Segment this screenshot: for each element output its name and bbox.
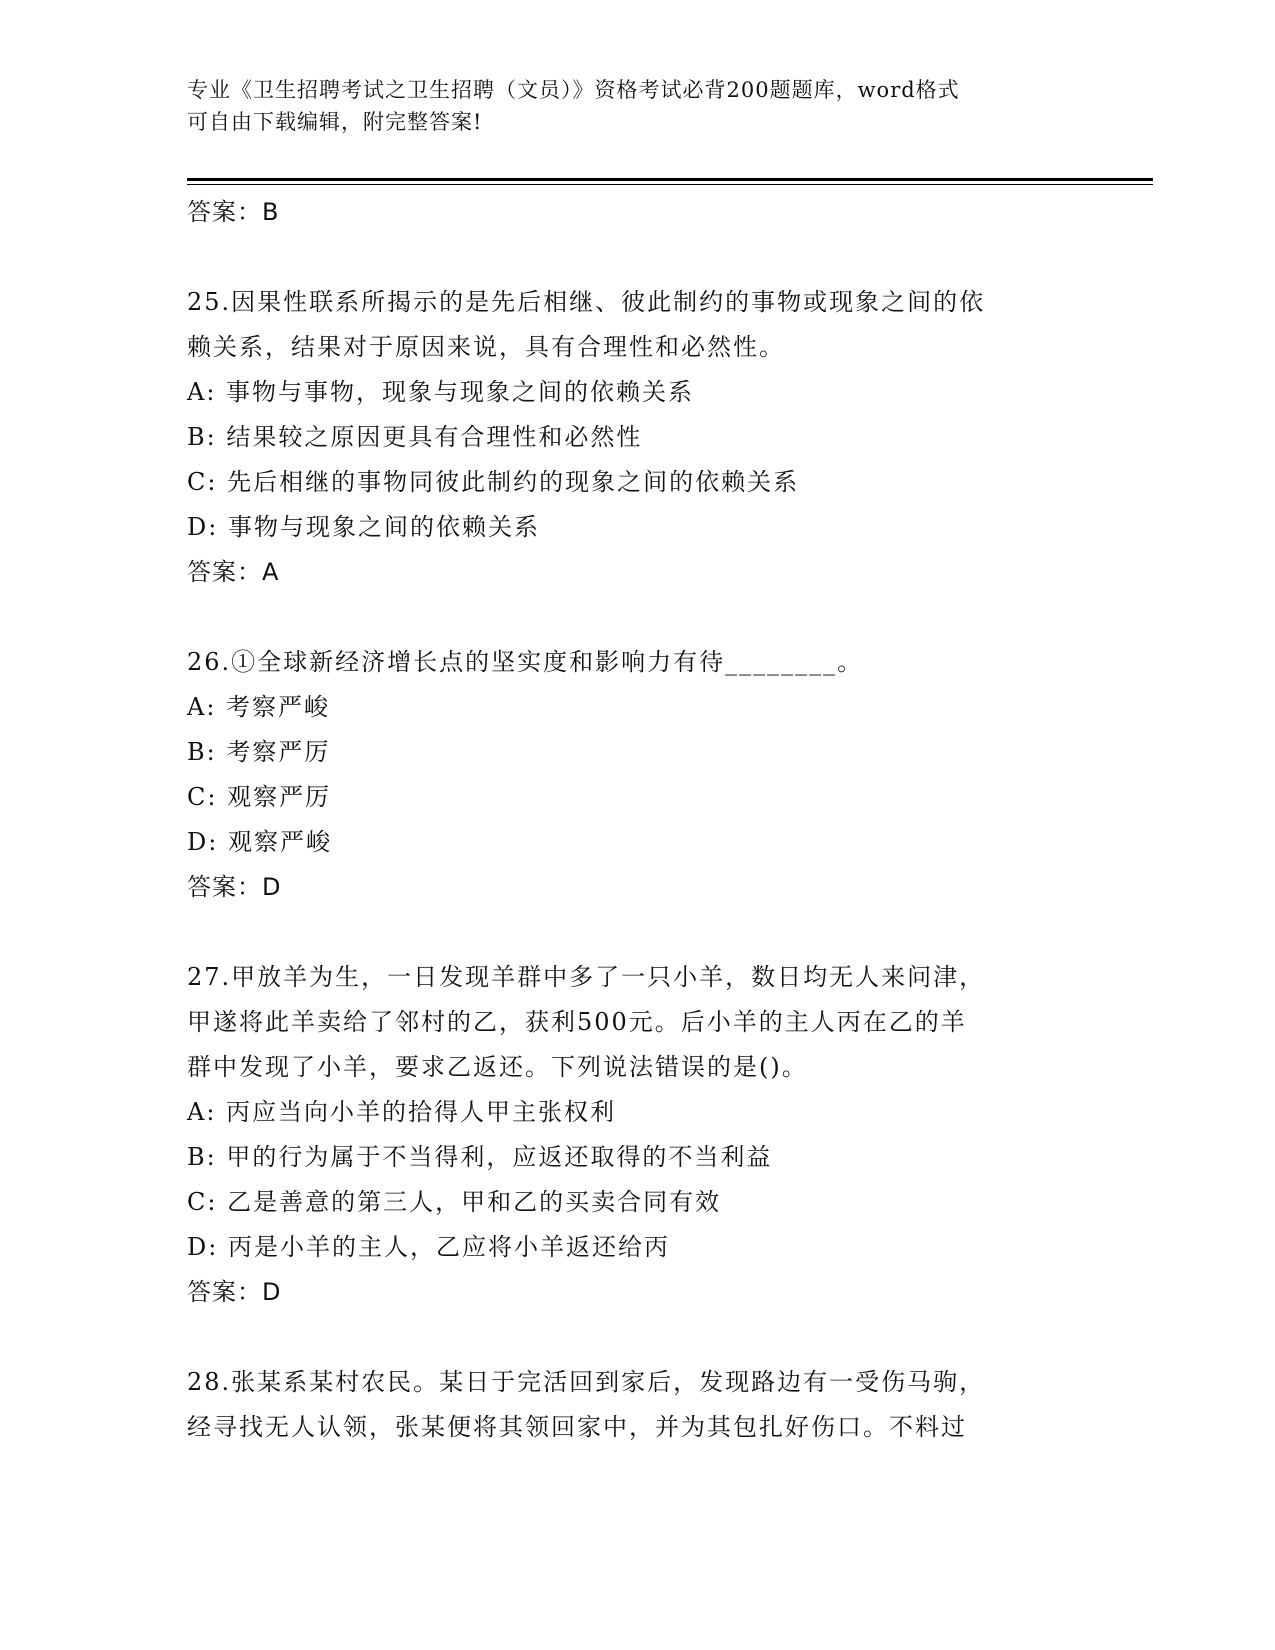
header-rule-thick xyxy=(187,178,1153,181)
question-25 xyxy=(187,280,1087,595)
question-text-line: 25.因果性联系所揭示的是先后相继、彼此制约的事物或现象之间的依 xyxy=(187,288,986,316)
option-c: C: 乙是善意的第三人，甲和乙的买卖合同有效 xyxy=(187,1188,722,1216)
document-header xyxy=(187,74,1087,138)
question-27 xyxy=(187,955,1087,1315)
option-a: A: 考察严峻 xyxy=(187,693,331,721)
answer-24: 答案：B xyxy=(187,198,280,226)
option-d: D: 事物与现象之间的依赖关系 xyxy=(187,513,540,541)
question-text-line: 28.张某系某村农民。某日于完活回到家后，发现路边有一受伤马驹， xyxy=(187,1368,986,1396)
option-a: A: 丙应当向小羊的拾得人甲主张权利 xyxy=(187,1098,617,1126)
header-line-1: 专业《卫生招聘考试之卫生招聘（文员）》资格考试必背200题题库，word格式 xyxy=(187,78,960,102)
option-c: C: 观察严厉 xyxy=(187,783,332,811)
option-b: B: 甲的行为属于不当得利，应返还取得的不当利益 xyxy=(187,1143,773,1171)
option-d: D: 观察严峻 xyxy=(187,828,332,856)
header-rule-thin xyxy=(187,184,1153,185)
question-text-line: 群中发现了小羊，要求乙返还。下列说法错误的是()。 xyxy=(187,1053,808,1081)
question-text-line: 26.①全球新经济增长点的坚实度和影响力有待________。 xyxy=(187,648,864,676)
option-a: A: 事物与事物，现象与现象之间的依赖关系 xyxy=(187,378,695,406)
answer-26: 答案：D xyxy=(187,873,282,901)
question-text-line: 经寻找无人认领，张某便将其领回家中，并为其包扎好伤口。不料过 xyxy=(187,1413,967,1441)
question-text-line: 27.甲放羊为生，一日发现羊群中多了一只小羊，数日均无人来问津， xyxy=(187,963,986,991)
question-26 xyxy=(187,640,1087,910)
question-text-line: 赖关系，结果对于原因来说，具有合理性和必然性。 xyxy=(187,333,785,361)
option-c: C: 先后相继的事物同彼此制约的现象之间的依赖关系 xyxy=(187,468,800,496)
question-text-line: 甲遂将此羊卖给了邻村的乙，获利500元。后小羊的主人丙在乙的羊 xyxy=(187,1008,967,1036)
question-28 xyxy=(187,1360,1087,1450)
option-b: B: 考察严厉 xyxy=(187,738,331,766)
answer-25: 答案：A xyxy=(187,558,280,586)
option-b: B: 结果较之原因更具有合理性和必然性 xyxy=(187,423,643,451)
answer-27: 答案：D xyxy=(187,1278,282,1306)
header-line-2: 可自由下载编辑，附完整答案! xyxy=(187,110,483,134)
question-list xyxy=(187,190,1087,1450)
option-d: D: 丙是小羊的主人，乙应将小羊返还给丙 xyxy=(187,1233,670,1261)
